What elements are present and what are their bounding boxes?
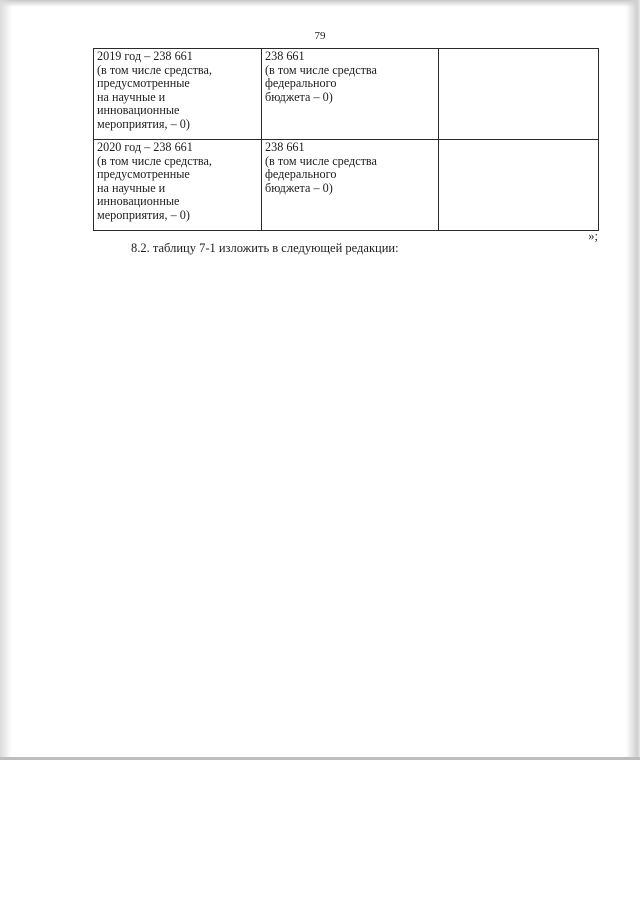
table-cell-empty bbox=[439, 49, 599, 140]
table-cell-year-total: 2019 год – 238 661 (в том числе средства, предусмотренные на научные и инновационные мероприятия, – 0) bbox=[94, 49, 262, 140]
instruction-paragraph: 8.2. таблицу 7-1 изложить в следующей редакции: bbox=[131, 241, 399, 255]
table-cell-amount: 238 661 (в том числе средства федерального бюджета – 0) bbox=[262, 140, 439, 231]
scan-right-edge bbox=[626, 0, 640, 760]
table-cell-amount: 238 661 (в том числе средства федерального бюджета – 0) bbox=[262, 49, 439, 140]
page-number: 79 bbox=[314, 30, 326, 42]
table-row bbox=[94, 49, 599, 140]
table-cell-year-total: 2020 год – 238 661 (в том числе средства, предусмотренные на научные и инновационные мероприятия, – 0) bbox=[94, 140, 262, 231]
funding-table bbox=[93, 48, 599, 231]
scan-bottom-edge bbox=[0, 757, 640, 760]
closing-quote: »; bbox=[588, 229, 598, 243]
scan-top-shadow bbox=[0, 0, 640, 7]
scan-left-shadow bbox=[0, 0, 12, 760]
table-cell-empty bbox=[439, 140, 599, 231]
table-row bbox=[94, 140, 599, 231]
